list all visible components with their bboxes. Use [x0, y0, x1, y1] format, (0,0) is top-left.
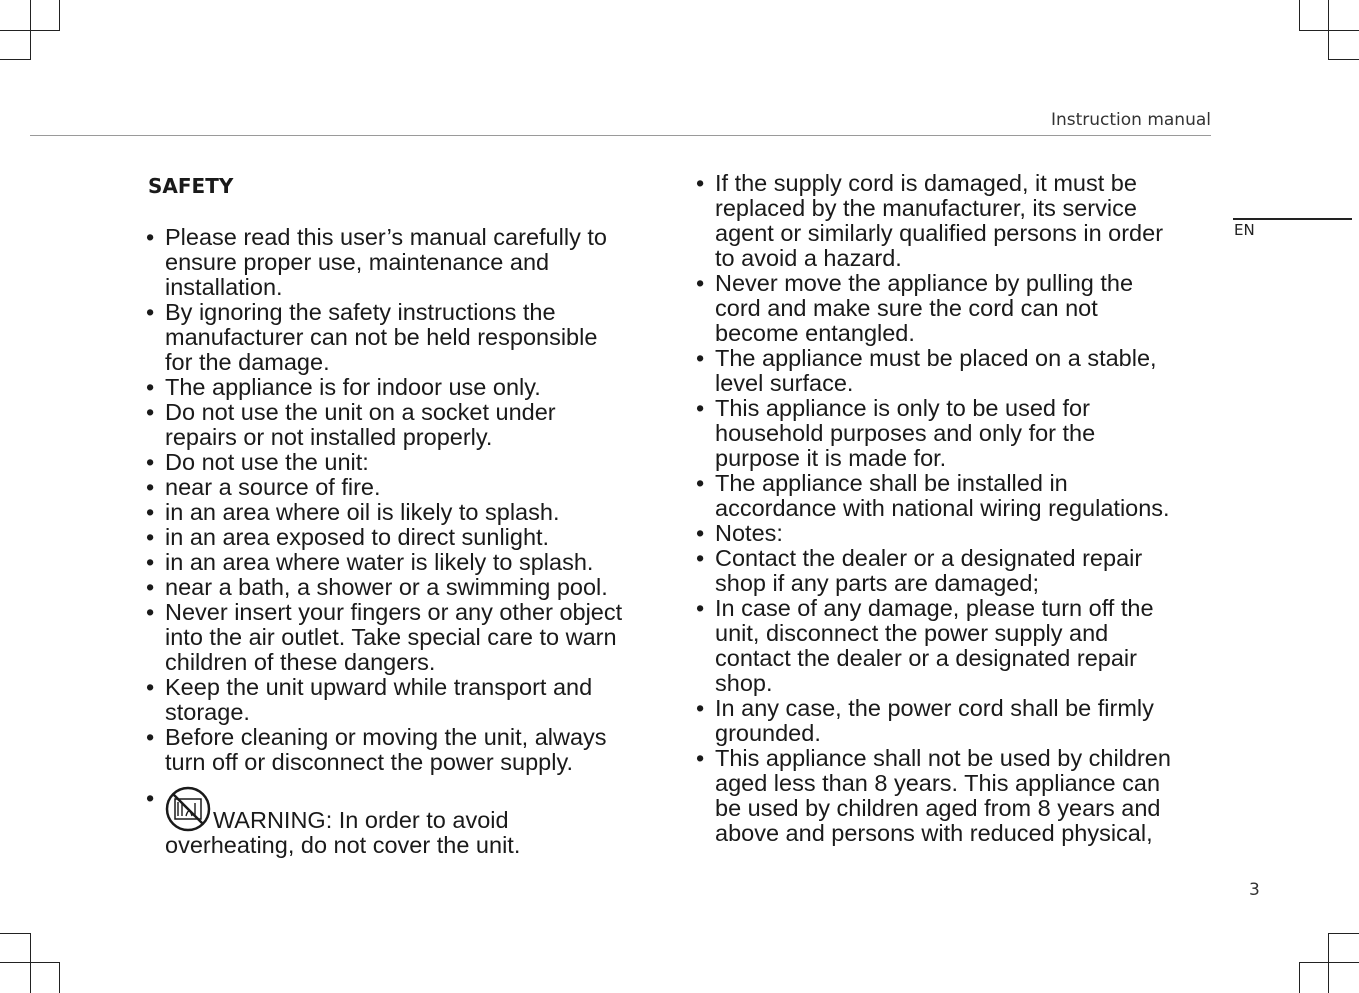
list-item: • Please read this user’s manual carefully to ensure proper use, maintenance and installation. — [146, 225, 666, 300]
crop-mark — [1299, 30, 1359, 31]
list-item: • The appliance shall be installed in accordance with national wiring regulations. — [696, 471, 1216, 521]
list-item: • Before cleaning or moving the unit, always turn off or disconnect the power supply. — [146, 725, 666, 775]
list-item: • By ignoring the safety instructions the manufacturer can not be held responsible for the damage. — [146, 300, 666, 375]
crop-mark — [59, 963, 60, 993]
list-item: • The appliance is for indoor use only. — [146, 375, 666, 400]
list-item: • Do not use the unit on a socket under repairs or not installed properly. — [146, 400, 666, 450]
crop-mark — [30, 0, 31, 60]
warning-text: WARNING: In order to avoid overheating, do not cover the unit. — [165, 807, 521, 858]
list-item: • near a source of fire. — [146, 475, 666, 500]
list-item: • in an area where oil is likely to splash. — [146, 500, 666, 525]
header-rule — [30, 135, 1211, 136]
crop-mark — [30, 933, 31, 993]
list-item: • in an area where water is likely to splash. — [146, 550, 666, 575]
list-item: • in an area exposed to direct sunlight. — [146, 525, 666, 550]
crop-mark — [1299, 962, 1359, 963]
warning-item — [146, 786, 666, 858]
crop-mark — [1299, 963, 1300, 993]
left-column — [146, 225, 666, 858]
crop-mark — [59, 0, 60, 30]
list-item: • This appliance is only to be used for household purposes and only for the purpose it is made for. — [696, 396, 1216, 471]
crop-mark — [0, 933, 30, 934]
crop-mark — [1329, 933, 1359, 934]
language-tab-rule — [1233, 218, 1352, 220]
list-item: • If the supply cord is damaged, it must be replaced by the manufacturer, its service agent or similarly qualified persons in order to avoid a hazard. — [696, 171, 1216, 271]
crop-mark — [0, 59, 30, 60]
crop-mark — [1299, 0, 1300, 30]
crop-mark — [1329, 59, 1359, 60]
list-item: • Contact the dealer or a designated repair shop if any parts are damaged; — [696, 546, 1216, 596]
list-item: • Never move the appliance by pulling the cord and make sure the cord can not become entangled. — [696, 271, 1216, 346]
list-item: • near a bath, a shower or a swimming pool. — [146, 575, 666, 600]
do-not-cover-icon — [165, 786, 211, 832]
section-heading: SAFETY — [148, 174, 234, 198]
crop-mark — [1328, 933, 1329, 993]
list-item: • Never insert your fingers or any other object into the air outlet. Take special care to warn children of these dangers. — [146, 600, 666, 675]
language-tab: EN — [1234, 221, 1255, 239]
list-item: • Notes: — [696, 521, 1216, 546]
list-item: • This appliance shall not be used by children aged less than 8 years. This appliance can be used by children aged from 8 years and above and persons with reduced physical, — [696, 746, 1216, 846]
list-item: • In any case, the power cord shall be firmly grounded. — [696, 696, 1216, 746]
list-item: • Do not use the unit: — [146, 450, 666, 475]
list-item: • Keep the unit upward while transport and storage. — [146, 675, 666, 725]
list-item: • The appliance must be placed on a stable, level surface. — [696, 346, 1216, 396]
page-number: 3 — [1249, 880, 1260, 900]
right-column — [696, 171, 1216, 846]
header-title: Instruction manual — [1050, 110, 1211, 130]
crop-mark — [1328, 0, 1329, 60]
list-item: • In case of any damage, please turn off the unit, disconnect the power supply and contact the dealer or a designated repair shop. — [696, 596, 1216, 696]
